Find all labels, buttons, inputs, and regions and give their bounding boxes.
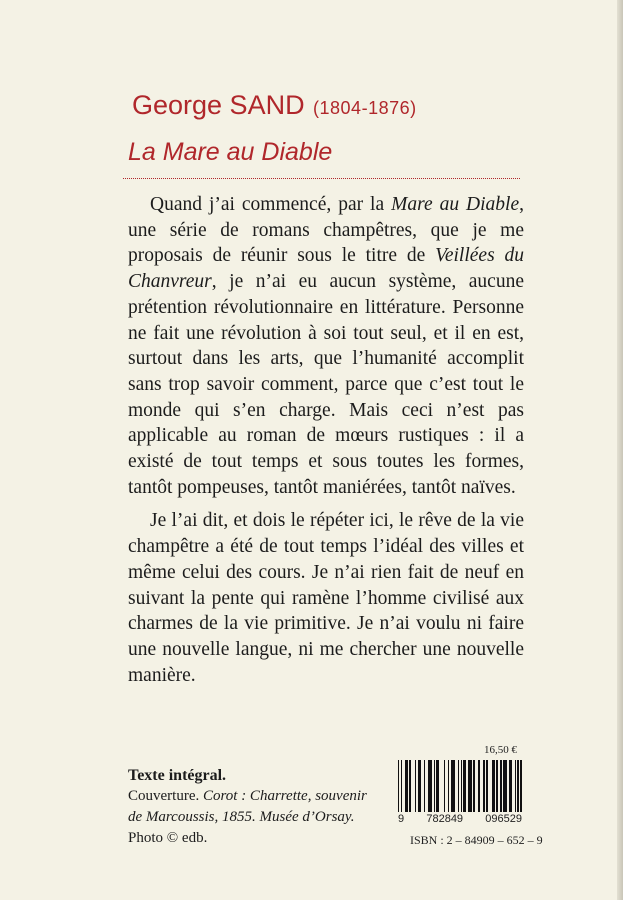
author-name: George SAND (132, 90, 305, 120)
p1-text-3: , je n’ai eu aucun système, aucune prétention révolutionnaire en littérature. Personne ne fait une révolution à soi tout seul, et il en est, surtout dans les arts, que l’humanité accomplit sans trop savoir comment, parce que c’est tout le monde qui s’en charge. Mais ceci n’est pas applicable au roman de mœurs rustiques : il a existé de tout temps et sous toutes les formes, tantôt pompeuses, tantôt maniérées, tantôt naïves. (128, 271, 524, 498)
p1-italic-1: Mare au Diable (391, 194, 520, 215)
page-edge (617, 0, 623, 900)
photo-credit: Photo © edb. (128, 830, 208, 846)
p1-italic-2: Veillées du Chanvreur (128, 245, 525, 293)
credits-block (128, 765, 378, 849)
barcode-digit-group: 096529 (485, 813, 522, 825)
cover-work: Corot : Charrette, souvenir de Marcoussis, 1855. Musée d’Orsay. (128, 788, 367, 825)
p1-text-1: Quand j’ai commencé, par la (150, 194, 392, 215)
credits-title: Texte intégral. (128, 767, 227, 784)
cover-credit (128, 786, 378, 828)
barcode (398, 760, 522, 812)
paragraph-2: Je l’ai dit, et dois le répéter ici, le rêve de la vie champêtre a été de tout temps l’idéal des villes et même celui des cours. Je n’ai rien fait de neuf en suivant la pente qui ramène l’homme civilisé aux charmes de la vie primitive. Je n’ai voulu ni faire une nouvelle langue, ni me chercher une nouvelle manière. (128, 510, 524, 686)
isbn-label: ISBN : 2 – 84909 – 652 – 9 (410, 833, 543, 847)
barcode-digit-group: 782849 (426, 813, 464, 825)
divider-rule (123, 178, 520, 179)
barcode-digits (398, 813, 522, 825)
body-text (128, 192, 524, 688)
author-line (132, 90, 417, 121)
barcode-digit-group: 9 (398, 813, 405, 825)
book-title: La Mare au Diable (128, 138, 333, 166)
cover-label: Couverture. (128, 788, 203, 804)
paragraph-1 (128, 192, 524, 500)
price-label: 16,50 € (484, 744, 517, 756)
barcode-stripe (520, 760, 521, 812)
author-dates: (1804-1876) (313, 98, 417, 118)
p1-text-2: , une série de romans champêtres, que je me proposais de réunir sous le titre de (128, 194, 524, 267)
